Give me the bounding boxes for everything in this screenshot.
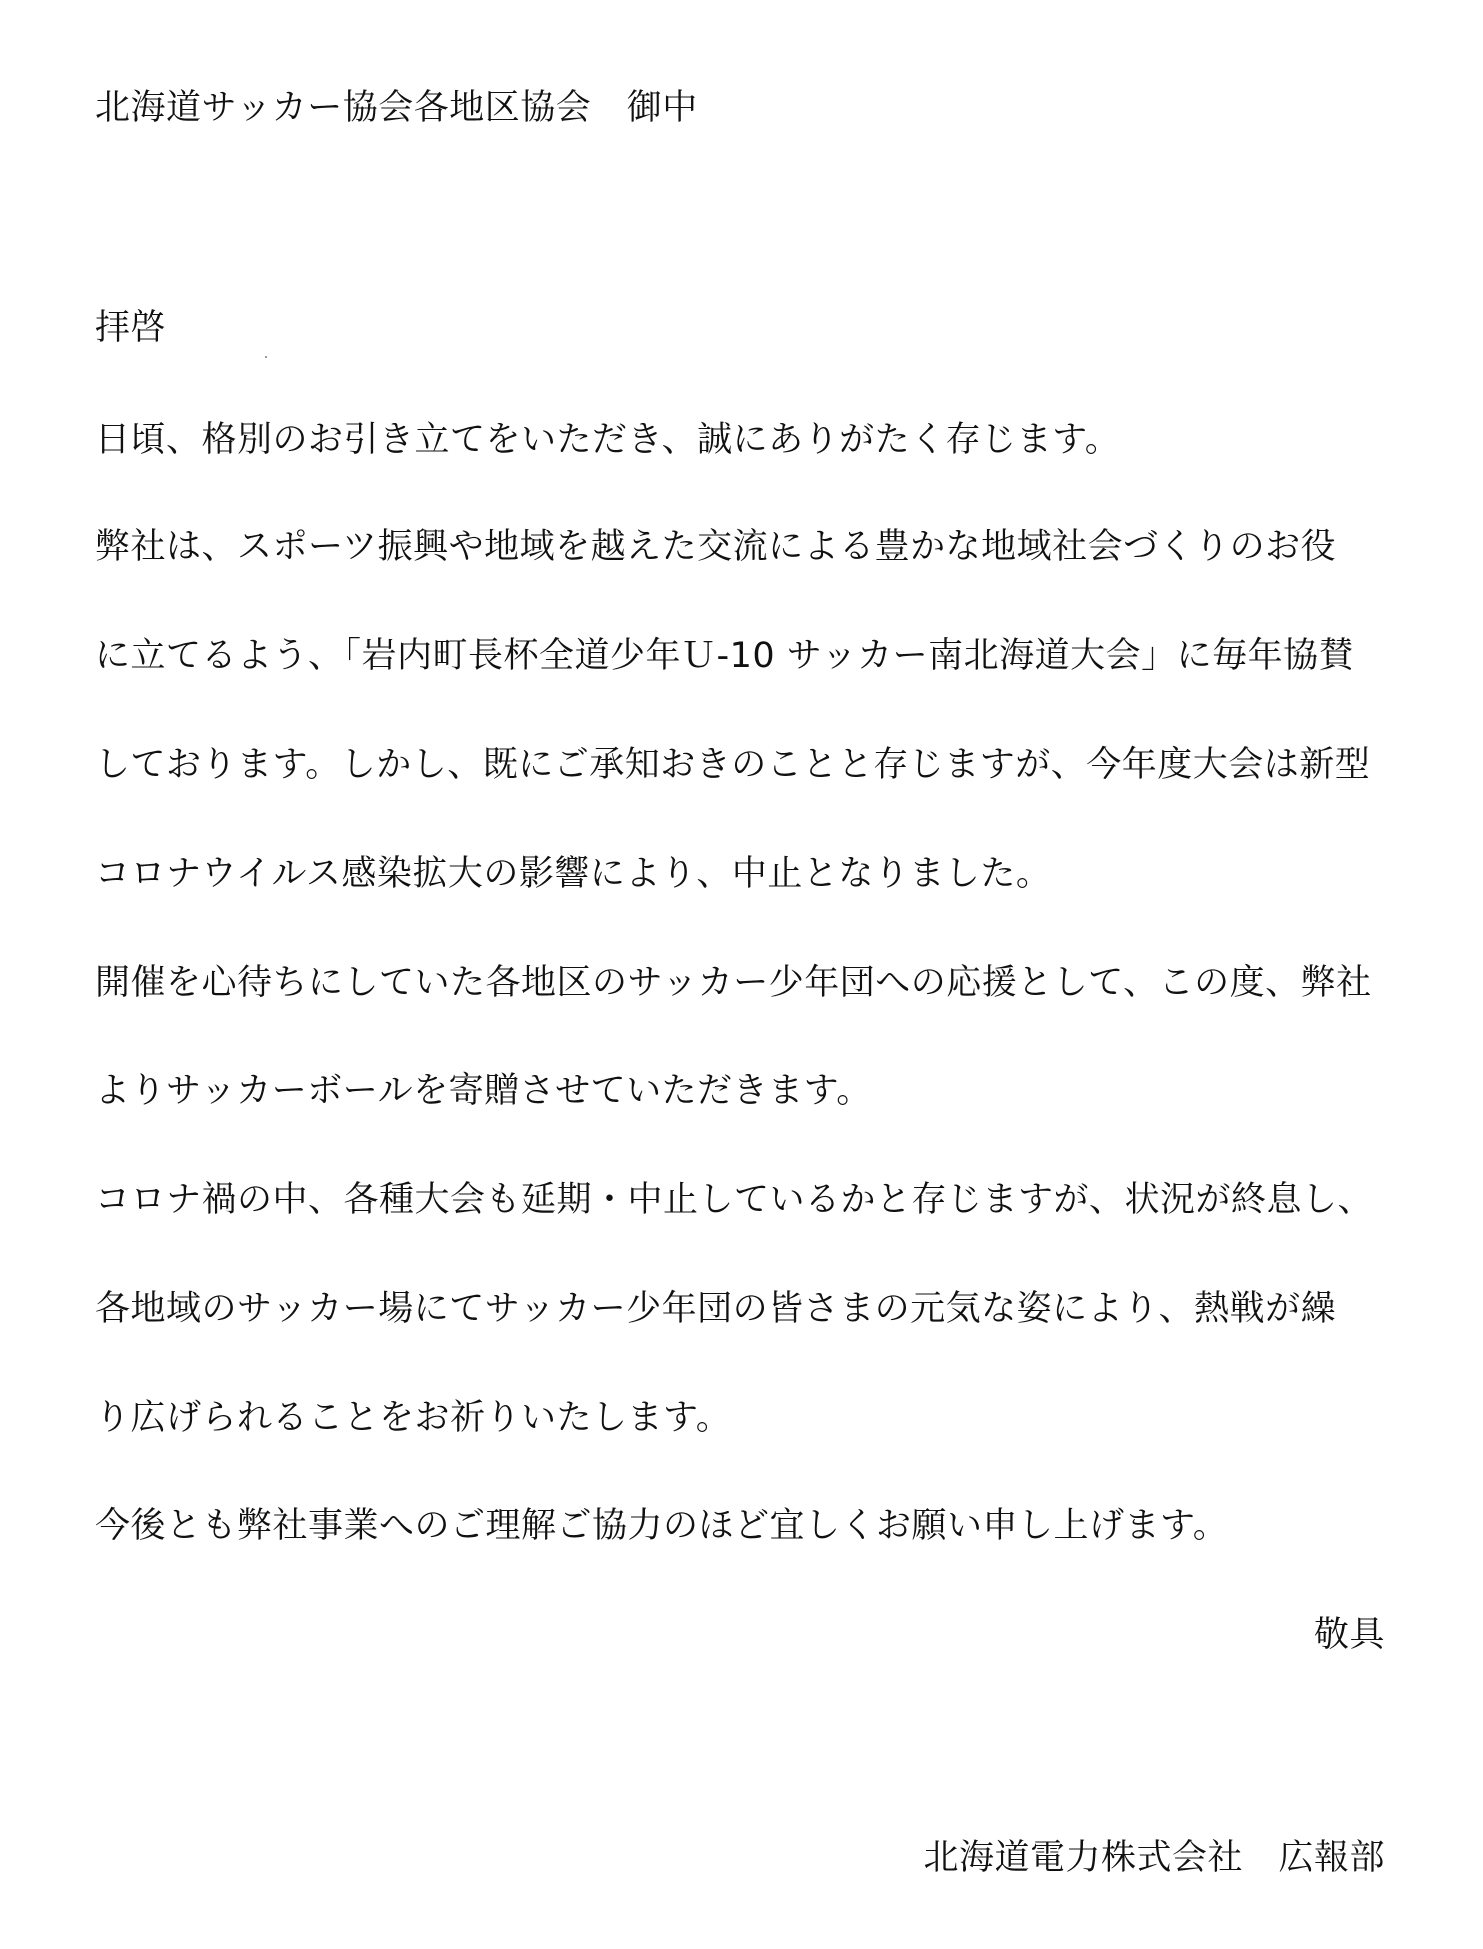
body-line: り広げられることをお祈りいたします。 — [95, 1398, 732, 1438]
body-line: 弊社は、スポーツ振興や地域を越えた交流による豊かな地域社会づくりのお役 — [95, 527, 1337, 567]
body-line: よりサッカーボールを寄贈させていただきます。 — [95, 1071, 872, 1111]
body-line: しております。しかし、既にご承知おきのことと存じますが、今年度大会は新型 — [95, 745, 1371, 785]
body-line: コロナウイルス感染拡大の影響により、中止となりました。 — [95, 854, 1052, 894]
closing: 敬具 — [1313, 1615, 1385, 1655]
body-line: 今後とも弊社事業へのご理解ご協力のほど宜しくお願い申し上げます。 — [95, 1506, 1229, 1546]
body-line: 開催を心待ちにしていた各地区のサッカー少年団への応援として、この度、弊社 — [95, 963, 1372, 1003]
scan-speck — [265, 356, 267, 358]
salutation: 拝啓 — [95, 308, 167, 348]
body-line: 日頃、格別のお引き立てをいただき、誠にありがたく存じます。 — [95, 420, 1121, 460]
sender: 北海道電力株式会社 広報部 — [923, 1838, 1385, 1878]
addressee: 北海道サッカー協会各地区協会 御中 — [95, 88, 698, 128]
body-line: 各地域のサッカー場にてサッカー少年団の皆さまの元気な姿により、熱戦が繰 — [95, 1289, 1337, 1329]
body-line: に立てるよう、「岩内町長杯全道少年Ｕ-10 サッカー南北海道大会」に毎年協賛 — [95, 636, 1355, 676]
body-line: コロナ禍の中、各種大会も延期・中止しているかと存じますが、状況が終息し、 — [95, 1180, 1374, 1220]
